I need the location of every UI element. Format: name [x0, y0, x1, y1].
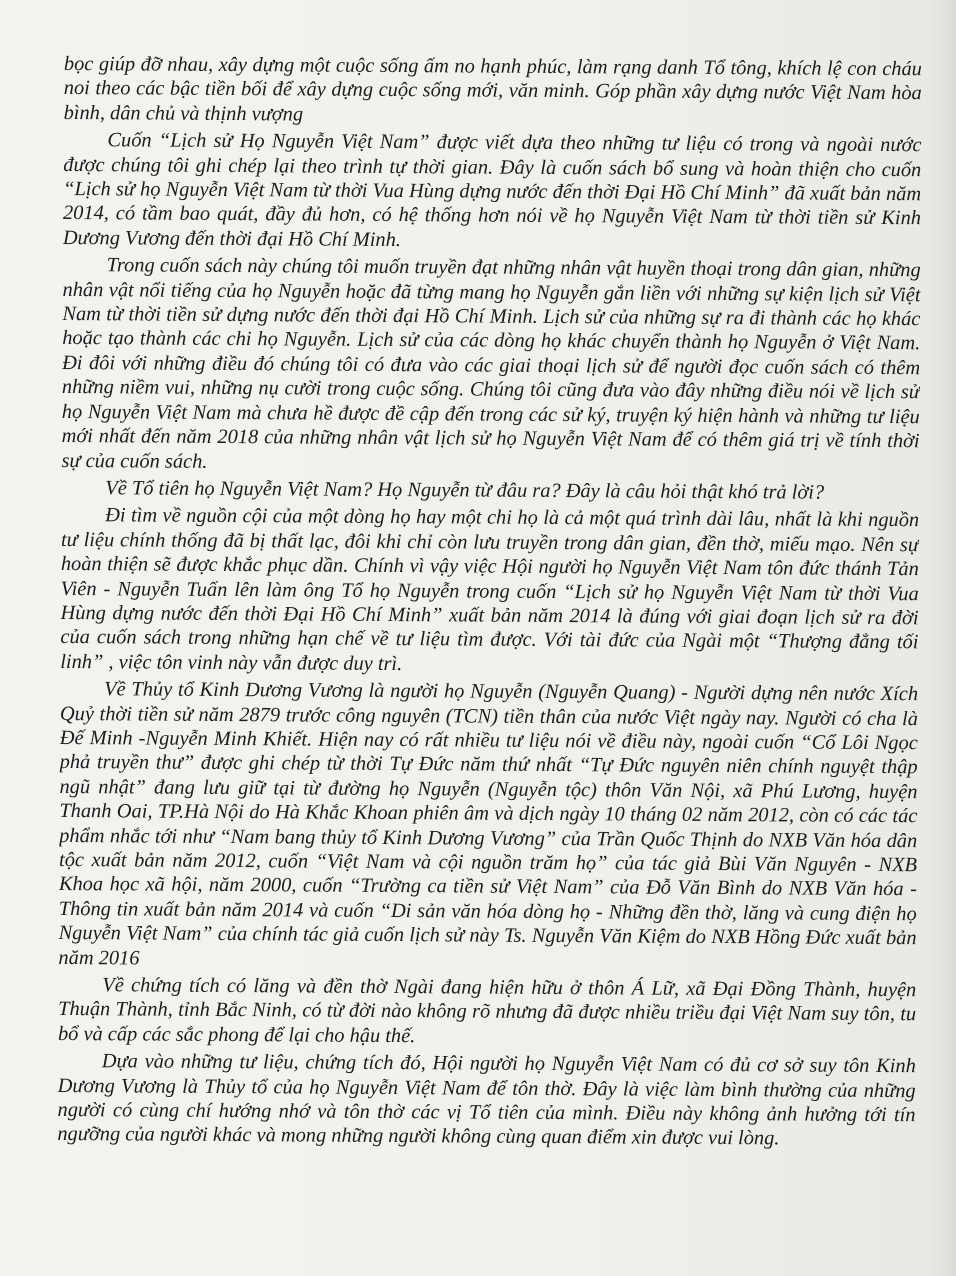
paragraph-5: Đi tìm về nguồn cội của một dòng họ hay một chi họ là cả một quá trình dài lâu, nhất là khi nguồn tư liệu chính thống đã bị thất lạc, đôi khi chỉ còn lưu truyền trong dân gian, đền thờ, miếu mạo. Nên sự hoàn thiện sẽ được khắc phục dần. Chính vì vậy việc Hội người họ Nguyễn Việt Nam tôn đức thánh Tản Viên - Nguyễn Tuấn lên làm ông Tổ họ Nguyễn trong cuốn “Lịch sử họ Nguyễn Việt Nam từ thời Vua Hùng dựng nước đến thời Đại Hồ Chí Minh” xuất bản năm 2014 là đúng với giai đoạn lịch sử ra đời của cuốn sách trong những hạn chế về tư liệu tìm được. Với tài đức của Ngài một “Thượng đẳng tối linh” , việc tôn vinh này vẫn được duy trì.: [60, 504, 920, 675]
paragraph-7: Về chứng tích có lăng và đền thờ Ngài đang hiện hữu ở thôn Á Lữ, xã Đại Đồng Thành, huyện Thuận Thành, tỉnh Bắc Ninh, có từ đời nào không rõ nhưng đã được nhiều triều đại Việt Nam suy tôn, tu bổ và cấp các sắc phong để lại cho hậu thế.: [57, 974, 917, 1048]
paragraph-2: Cuốn “Lịch sử Họ Nguyễn Việt Nam” được viết dựa theo những tư liệu có trong và ngoài nước được chúng tôi ghi chép lại theo trình tự thời gian. Đây là cuốn sách bổ sung và hoàn thiện cho cuốn “Lịch sử họ Nguyễn Việt Nam từ thời Vua Hùng dựng nước đến thời Đại Hồ Chí Minh” đã xuất bản năm 2014, có tầm bao quát, đầy đủ hơn, có hệ thống hơn nói về họ Nguyễn Việt Nam từ thời tiền sử Kinh Dương Vương đến thời đại Hồ Chí Minh.: [62, 129, 922, 251]
paragraph-3: Trong cuốn sách này chúng tôi muốn truyền đạt những nhân vật huyền thoại trong dân gian, những nhân vật nổi tiếng của họ Nguyễn hoặc đã từng mang họ Nguyễn gắn liền với những sự kiện lịch sử Việt Nam từ thời tiền sử dựng nước đến thời đại Hồ Chí Minh. Lịch sử của những sự ra đi thành các họ khác hoặc tạo thành các chi họ Nguyễn. Lịch sử của các dòng họ khác chuyển thành họ Nguyễn ở Việt Nam. Đi đôi với những điều đó chúng tôi có đưa vào các giai thoại lịch sử để người đọc cuốn sách có thêm những niềm vui, những nụ cười trong cuộc sống. Chúng tôi cũng đưa vào đây những điều nói về lịch sử họ Nguyễn Việt Nam mà chưa hề được đề cập đến trong các sử ký, truyện ký hiện hành và những tư liệu mới nhất đến năm 2018 của những nhân vật lịch sử họ Nguyễn Việt Nam để có thêm giá trị về tính thời sự của cuốn sách.: [61, 254, 921, 473]
paragraph-1: bọc giúp đỡ nhau, xây dựng một cuộc sống ấm no hạnh phúc, làm rạng danh Tổ tông, khích lệ con cháu noi theo các bậc tiền bối để xây dựng cuộc sống mới, văn minh. Góp phần xây dựng nước Việt Nam hòa bình, dân chủ và thịnh vượng: [63, 52, 922, 126]
paragraph-8: Dựa vào những tư liệu, chứng tích đó, Hội người họ Nguyễn Việt Nam có đủ cơ sở suy tôn Kinh Dương Vương là Thủy tổ của họ Nguyễn Việt Nam để tôn thờ. Đây là việc làm bình thường của những người có cùng chí hướng nhớ và tôn thờ các vị Tổ tiên của mình. Điều này không ảnh hưởng tới tín ngưỡng của người khác và mong những người không cùng quan điểm xin được vui lòng.: [57, 1050, 916, 1150]
document-page: [57, 52, 922, 1257]
page-edge-shadow: [930, 0, 956, 1276]
paragraph-6: Về Thủy tổ Kinh Dương Vương là người họ Nguyễn (Nguyễn Quang) - Người dựng nên nước Xích Quỷ thời tiền sử năm 2879 trước công nguyên (TCN) tiền thân của nước Việt ngày nay. Người có cha là Đế Minh -Nguyễn Minh Khiết. Hiện nay có rất nhiều tư liệu nói về điều này, ngoài cuốn “Cổ Lôi Ngọc phả truyền thư” được ghi chép từ thời Tự Đức năm thứ nhất “Tự Đức nguyên niên chính nguyệt thập ngũ nhật” đang lưu giữ tại từ đường họ Nguyễn (Nguyễn tộc) thôn Văn Nội, xã Phú Lương, huyện Thanh Oai, TP.Hà Nội do Hà Khắc Khoan phiên âm và dịch ngày 10 tháng 02 năm 2012, còn có các tác phẩm nhắc tới như “Nam bang thủy tổ Kinh Dương Vương” của Trần Quốc Thịnh do NXB Văn hóa dân tộc xuất bản năm 2012, cuốn “Việt Nam và cội nguồn trăm họ” của tác giả Bùi Văn Nguyên - NXB Khoa học xã hội, năm 2000, cuốn “Trường ca tiền sử Việt Nam” của Đỗ Văn Bình do NXB Văn hóa - Thông tin xuất bản năm 2014 và cuốn “Di sản văn hóa dòng họ - Những đền thờ, lăng và cung điện họ Nguyễn Việt Nam” của chính tác giả cuốn lịch sử này Ts. Nguyễn Văn Kiệm do NXB Hồng Đức xuất bản năm 2016: [58, 678, 919, 970]
paragraph-4: Về Tổ tiên họ Nguyễn Việt Nam? Họ Nguyễn từ đâu ra? Đây là câu hỏi thật khó trả lời?: [105, 477, 825, 504]
